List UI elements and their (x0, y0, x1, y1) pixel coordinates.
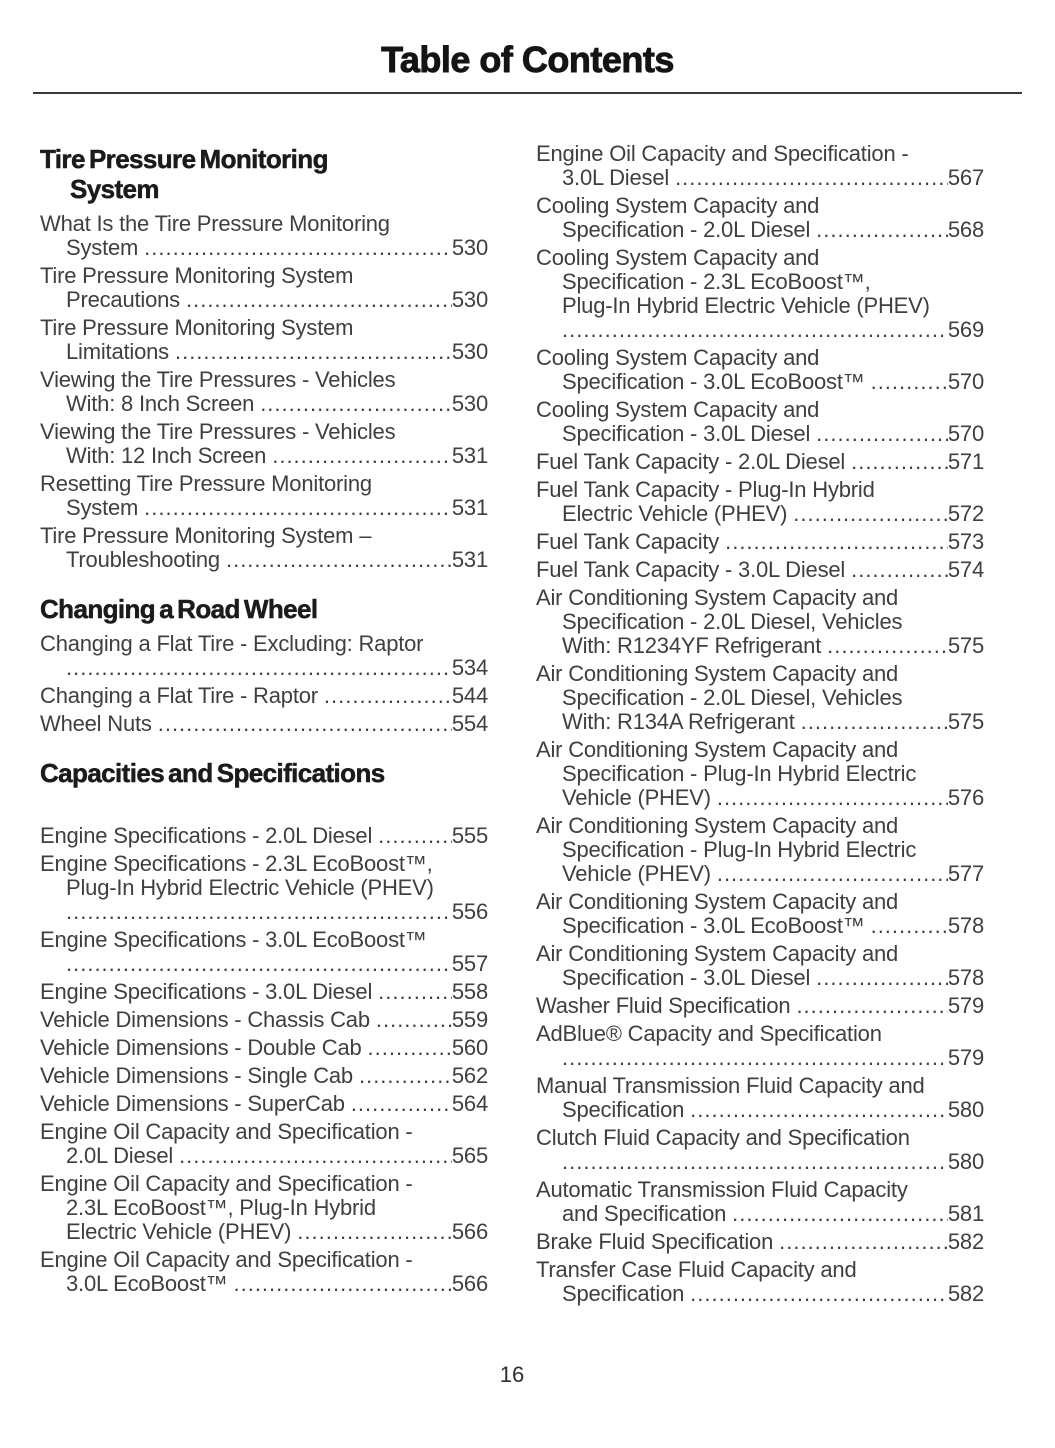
toc-entry (536, 398, 984, 446)
toc-entry (40, 980, 488, 1004)
toc-entry-text-line: Resetting Tire Pressure Monitoring (40, 471, 372, 496)
toc-entry-text-line: Clutch Fluid Capacity and Specification (536, 1125, 910, 1150)
toc-entry-text-line: Transfer Case Fluid Capacity and (536, 1257, 857, 1282)
toc-entry-page-number: 554 (451, 711, 488, 736)
toc-entry-page-number: 566 (451, 1219, 488, 1244)
toc-entry (536, 194, 984, 242)
toc-entry-leader-line (40, 980, 488, 1004)
title-divider (33, 92, 1022, 94)
toc-entry (536, 1022, 984, 1070)
toc-entry (40, 1172, 488, 1244)
toc-entry-text: Vehicle Dimensions - SuperCab (40, 1091, 345, 1116)
toc-entry-text-line: Engine Oil Capacity and Specification - (536, 141, 909, 166)
toc-entry (40, 852, 488, 924)
toc-entry-leader-line (536, 966, 984, 990)
toc-entry-text: Vehicle (PHEV) (562, 861, 711, 886)
toc-entry (40, 1064, 488, 1088)
toc-entry-leader-line (536, 914, 984, 938)
toc-entry-text-line: What Is the Tire Pressure Monitoring (40, 211, 390, 236)
toc-entry-page-number: 568 (947, 217, 984, 242)
toc-entry-text: Specification - 3.0L EcoBoost™ (562, 369, 865, 394)
toc-entry-page-number: 530 (451, 235, 488, 260)
toc-entry-text: System (66, 235, 139, 260)
toc-entry (536, 558, 984, 582)
toc-entry-text-line: Engine Oil Capacity and Specification - (40, 1247, 413, 1272)
section-heading-line: System (70, 174, 159, 204)
dot-leader (376, 1008, 452, 1032)
toc-entry-text: Troubleshooting (66, 547, 220, 572)
toc-entry-leader-line (40, 1064, 488, 1088)
toc-entry-leader-line (536, 786, 984, 810)
toc-entry-leader-line (536, 862, 984, 886)
toc-entry-text: Electric Vehicle (PHEV) (562, 501, 788, 526)
toc-entry-text: System (66, 495, 139, 520)
dot-leader (725, 530, 948, 554)
toc-entry-leader-line (40, 444, 488, 468)
toc-entry-text-line: Plug-In Hybrid Electric Vehicle (PHEV) (562, 293, 930, 318)
toc-entry (40, 420, 488, 468)
toc-entry-text: With: R134A Refrigerant (562, 709, 795, 734)
toc-column-left (40, 142, 488, 1310)
toc-entry-text: Wheel Nuts (40, 711, 152, 736)
toc-entry-text: Engine Specifications - 3.0L Diesel (40, 979, 373, 1004)
toc-entry (536, 346, 984, 394)
toc-entry-text: Specification - 3.0L Diesel (562, 421, 811, 446)
toc-entry-leader-line (40, 824, 488, 848)
toc-entry-leader-line (536, 1202, 984, 1226)
toc-entry-page-number: 572 (947, 501, 984, 526)
toc-entry (40, 1092, 488, 1116)
dot-leader (827, 634, 948, 658)
toc-entry-page-number: 530 (451, 287, 488, 312)
toc-entry-leader-line (40, 684, 488, 708)
toc-entry-leader-line (536, 1046, 984, 1070)
toc-entry-text-line: Tire Pressure Monitoring System (40, 315, 354, 340)
toc-entry-text-line: Tire Pressure Monitoring System (40, 263, 354, 288)
footer-page-number: 16 (499, 1362, 525, 1387)
toc-entry-page-number: 566 (451, 1271, 488, 1296)
toc-entry-leader-line (536, 634, 984, 658)
dot-leader (324, 684, 452, 708)
dot-leader (144, 236, 452, 260)
dot-leader (233, 1272, 451, 1296)
section-heading (40, 144, 488, 204)
toc-entry-page-number: 570 (947, 421, 984, 446)
toc-entry-leader-line (40, 496, 488, 520)
dot-leader (675, 166, 948, 190)
toc-entry-page-number: 531 (451, 495, 488, 520)
toc-entry-text: Specification - 3.0L EcoBoost™ (562, 913, 865, 938)
dot-leader (562, 318, 948, 342)
dot-leader (186, 288, 452, 312)
toc-entry-text: Vehicle Dimensions - Double Cab (40, 1035, 362, 1060)
toc-entry-text-line: AdBlue® Capacity and Specification (536, 1021, 882, 1046)
toc-entry-text-line: Specification - Plug-In Hybrid Electric (562, 761, 917, 786)
toc-entry-page-number: 558 (451, 979, 488, 1004)
toc-entry-text-line: Air Conditioning System Capacity and (536, 661, 899, 686)
toc-entry (40, 684, 488, 708)
toc-entry-leader-line (40, 1008, 488, 1032)
toc-entry-page-number: 531 (451, 443, 488, 468)
toc-entry (536, 1126, 984, 1174)
toc-entry-text: With: 12 Inch Screen (66, 443, 267, 468)
toc-entry-page-number: 574 (947, 557, 984, 582)
toc-entry (536, 942, 984, 990)
toc-entry (536, 246, 984, 342)
toc-entry (40, 1036, 488, 1060)
toc-entry-leader-line (40, 236, 488, 260)
dot-leader (816, 218, 948, 242)
dot-leader (378, 824, 452, 848)
toc-entry-leader-line (536, 166, 984, 190)
toc-entry-text: Specification (562, 1281, 685, 1306)
toc-entry-page-number: 534 (451, 655, 488, 680)
toc-entry-page-number: 562 (451, 1063, 488, 1088)
toc-entry-leader-line (40, 1272, 488, 1296)
toc-entry (536, 142, 984, 190)
toc-entry (40, 712, 488, 736)
toc-entry (536, 662, 984, 734)
toc-entry-text-line: Cooling System Capacity and (536, 193, 820, 218)
toc-column-right (536, 142, 984, 1310)
toc-entry-page-number: 569 (947, 317, 984, 342)
toc-entry (40, 264, 488, 312)
toc-entry-text: and Specification (562, 1201, 727, 1226)
toc-entry-text-line: Specification - Plug-In Hybrid Electric (562, 837, 917, 862)
toc-entry-page-number: 578 (947, 913, 984, 938)
toc-entry-text-line: Plug-In Hybrid Electric Vehicle (PHEV) (66, 875, 434, 900)
toc-entry-text-line: Air Conditioning System Capacity and (536, 737, 899, 762)
toc-entry-text-line: Air Conditioning System Capacity and (536, 585, 899, 610)
toc-entry-text: With: 8 Inch Screen (66, 391, 255, 416)
toc-entry-text-line: Tire Pressure Monitoring System – (40, 523, 372, 548)
toc-entry-leader-line (536, 502, 984, 526)
section-heading-line: Tire Pressure Monitoring (40, 144, 328, 174)
toc-entry (536, 1074, 984, 1122)
dot-leader (226, 548, 452, 572)
dot-leader (351, 1092, 452, 1116)
toc-entry-leader-line (40, 1144, 488, 1168)
toc-entry-page-number: 555 (451, 823, 488, 848)
toc-entry (536, 814, 984, 886)
toc-entry (536, 1178, 984, 1226)
toc-entry (40, 1248, 488, 1296)
toc-entry (40, 1008, 488, 1032)
toc-entry-leader-line (40, 288, 488, 312)
toc-entry-text-line: Specification - 2.3L EcoBoost™, (562, 269, 871, 294)
toc-entry-leader-line (536, 218, 984, 242)
toc-entry-text: 3.0L Diesel (562, 165, 670, 190)
dot-leader (690, 1282, 948, 1306)
dot-leader (179, 1144, 452, 1168)
toc-entry-page-number: 570 (947, 369, 984, 394)
dot-leader (158, 712, 452, 736)
toc-entry-page-number: 582 (947, 1229, 984, 1254)
dot-leader (562, 1150, 948, 1174)
dot-leader (359, 1064, 452, 1088)
dot-leader (816, 966, 948, 990)
dot-leader (297, 1220, 452, 1244)
toc-entry-text-line: Cooling System Capacity and (536, 245, 820, 270)
toc-entry-text: Electric Vehicle (PHEV) (66, 1219, 292, 1244)
section-heading (40, 758, 488, 788)
toc-entry (536, 586, 984, 658)
dot-leader (260, 392, 452, 416)
toc-entry (536, 994, 984, 1018)
toc-entry-text-line: Cooling System Capacity and (536, 345, 820, 370)
dot-leader (779, 1230, 948, 1254)
toc-entry (536, 478, 984, 526)
toc-entry-text-line: Viewing the Tire Pressures - Vehicles (40, 367, 396, 392)
toc-entry-page-number: 579 (947, 1045, 984, 1070)
dot-leader (871, 914, 948, 938)
dot-leader (66, 656, 452, 680)
toc-entry-text-line: 2.3L EcoBoost™, Plug-In Hybrid (66, 1195, 376, 1220)
toc-entry-leader-line (536, 530, 984, 554)
toc-entry-leader-line (40, 1036, 488, 1060)
dot-leader (175, 340, 452, 364)
toc-entry-leader-line (40, 340, 488, 364)
toc-entry-leader-line (40, 900, 488, 924)
toc-entry (40, 928, 488, 976)
dot-leader (793, 502, 948, 526)
toc-entry-text-line: Automatic Transmission Fluid Capacity (536, 1177, 908, 1202)
toc-entry-page-number: 557 (451, 951, 488, 976)
toc-entry-leader-line (536, 318, 984, 342)
toc-entry-leader-line (536, 994, 984, 1018)
toc-entry-page-number: 530 (451, 391, 488, 416)
toc-entry-text: Fuel Tank Capacity - 2.0L Diesel (536, 449, 846, 474)
toc-entry-text: Brake Fluid Specification (536, 1229, 774, 1254)
toc-entry-text-line: Engine Oil Capacity and Specification - (40, 1119, 413, 1144)
toc-entry-page-number: 575 (947, 633, 984, 658)
toc-entry (40, 212, 488, 260)
toc-entry-page-number: 531 (451, 547, 488, 572)
toc-entry-leader-line (40, 1220, 488, 1244)
dot-leader (562, 1046, 948, 1070)
toc-entry-text: Washer Fluid Specification (536, 993, 791, 1018)
toc-entry (536, 890, 984, 938)
toc-entry-text-line: Changing a Flat Tire - Excluding: Raptor (40, 631, 424, 656)
toc-entry-leader-line (536, 422, 984, 446)
dot-leader (272, 444, 452, 468)
toc-entry-text: 3.0L EcoBoost™ (66, 1271, 228, 1296)
dot-leader (717, 862, 948, 886)
toc-entry (536, 738, 984, 810)
toc-entry (536, 450, 984, 474)
toc-entry-text-line: Air Conditioning System Capacity and (536, 813, 899, 838)
toc-entry-leader-line (40, 656, 488, 680)
toc-entry-text-line: Engine Oil Capacity and Specification - (40, 1171, 413, 1196)
toc-entry-page-number: 577 (947, 861, 984, 886)
toc-entry (40, 632, 488, 680)
toc-entry-text-line: Specification - 2.0L Diesel, Vehicles (562, 685, 903, 710)
toc-entry-text-line: Engine Specifications - 2.3L EcoBoost™, (40, 851, 433, 876)
toc-entry-text-line: Engine Specifications - 3.0L EcoBoost™ (40, 927, 427, 952)
toc-entry-page-number: 571 (947, 449, 984, 474)
toc-entry (40, 1120, 488, 1168)
toc-entry-text-line: Manual Transmission Fluid Capacity and (536, 1073, 925, 1098)
toc-entry-text: Specification - 2.0L Diesel (562, 217, 811, 242)
toc-entry-text: 2.0L Diesel (66, 1143, 174, 1168)
toc-entry-leader-line (536, 1282, 984, 1306)
dot-leader (66, 900, 452, 924)
toc-entry-text-line: Air Conditioning System Capacity and (536, 889, 899, 914)
toc-entry-page-number: 567 (947, 165, 984, 190)
toc-entry-text: Vehicle (PHEV) (562, 785, 711, 810)
toc-entry (40, 316, 488, 364)
toc-entry-page-number: 564 (451, 1091, 488, 1116)
toc-entry-text: Vehicle Dimensions - Chassis Cab (40, 1007, 370, 1032)
dot-leader (368, 1036, 452, 1060)
toc-entry-text: Specification (562, 1097, 685, 1122)
toc-entry-leader-line (536, 370, 984, 394)
toc-entry-page-number: 560 (451, 1035, 488, 1060)
dot-leader (871, 370, 948, 394)
toc-entry-text: Fuel Tank Capacity (536, 529, 720, 554)
toc-entry-text: Engine Specifications - 2.0L Diesel (40, 823, 373, 848)
toc-entry-page-number: 576 (947, 785, 984, 810)
toc-entry-page-number: 581 (947, 1201, 984, 1226)
toc-entry-page-number: 580 (947, 1097, 984, 1122)
toc-entry-page-number: 544 (451, 683, 488, 708)
toc-entry (40, 472, 488, 520)
section-heading-line: Changing a Road Wheel (40, 594, 318, 624)
toc-entry-text: With: R1234YF Refrigerant (562, 633, 822, 658)
toc-entry-page-number: 565 (451, 1143, 488, 1168)
toc-entry-text: Changing a Flat Tire - Raptor (40, 683, 318, 708)
toc-entry-text: Limitations (66, 339, 169, 364)
toc-entry-leader-line (40, 712, 488, 736)
toc-entry-page-number: 575 (947, 709, 984, 734)
toc-entry-leader-line (40, 392, 488, 416)
toc-entry-text-line: Air Conditioning System Capacity and (536, 941, 899, 966)
toc-entry-page-number: 578 (947, 965, 984, 990)
toc-entry-text-line: Cooling System Capacity and (536, 397, 820, 422)
toc-entry (40, 524, 488, 572)
toc-entry (536, 1230, 984, 1254)
dot-leader (66, 952, 452, 976)
dot-leader (816, 422, 948, 446)
dot-leader (796, 994, 947, 1018)
toc-entry (40, 824, 488, 848)
dot-leader (378, 980, 452, 1004)
dot-leader (717, 786, 948, 810)
section-heading-line: Capacities and Specifications (40, 758, 385, 788)
toc-entry-leader-line (536, 1230, 984, 1254)
toc-entry-leader-line (40, 952, 488, 976)
toc-entry-text: Vehicle Dimensions - Single Cab (40, 1063, 353, 1088)
toc-entry-page-number: 530 (451, 339, 488, 364)
toc-entry-leader-line (40, 1092, 488, 1116)
toc-entry-text-line: Specification - 2.0L Diesel, Vehicles (562, 609, 903, 634)
toc-entry-page-number: 556 (451, 899, 488, 924)
toc-entry (40, 368, 488, 416)
section-heading (40, 594, 488, 624)
toc-entry (536, 1258, 984, 1306)
toc-entry-page-number: 580 (947, 1149, 984, 1174)
toc-entry-leader-line (40, 548, 488, 572)
toc-entry-text: Fuel Tank Capacity - 3.0L Diesel (536, 557, 846, 582)
toc-entry-text: Specification - 3.0L Diesel (562, 965, 811, 990)
dot-leader (801, 710, 948, 734)
dot-leader (144, 496, 452, 520)
dot-leader (851, 450, 948, 474)
toc-entry-leader-line (536, 1098, 984, 1122)
toc-entry-leader-line (536, 450, 984, 474)
dot-leader (732, 1202, 948, 1226)
toc-entry-leader-line (536, 1150, 984, 1174)
toc-entry-leader-line (536, 710, 984, 734)
dot-leader (690, 1098, 948, 1122)
toc-entry (536, 530, 984, 554)
toc-entry-page-number: 582 (947, 1281, 984, 1306)
toc-entry-text: Precautions (66, 287, 180, 312)
toc-entry-leader-line (536, 558, 984, 582)
toc-entry-page-number: 573 (947, 529, 984, 554)
toc-entry-page-number: 559 (451, 1007, 488, 1032)
toc-entry-text-line: Viewing the Tire Pressures - Vehicles (40, 419, 396, 444)
dot-leader (851, 558, 948, 582)
page-title: Table of Contents (381, 39, 674, 80)
toc-entry-text-line: Fuel Tank Capacity - Plug-In Hybrid (536, 477, 875, 502)
toc-columns (40, 142, 1055, 1310)
toc-entry-page-number: 579 (947, 993, 984, 1018)
